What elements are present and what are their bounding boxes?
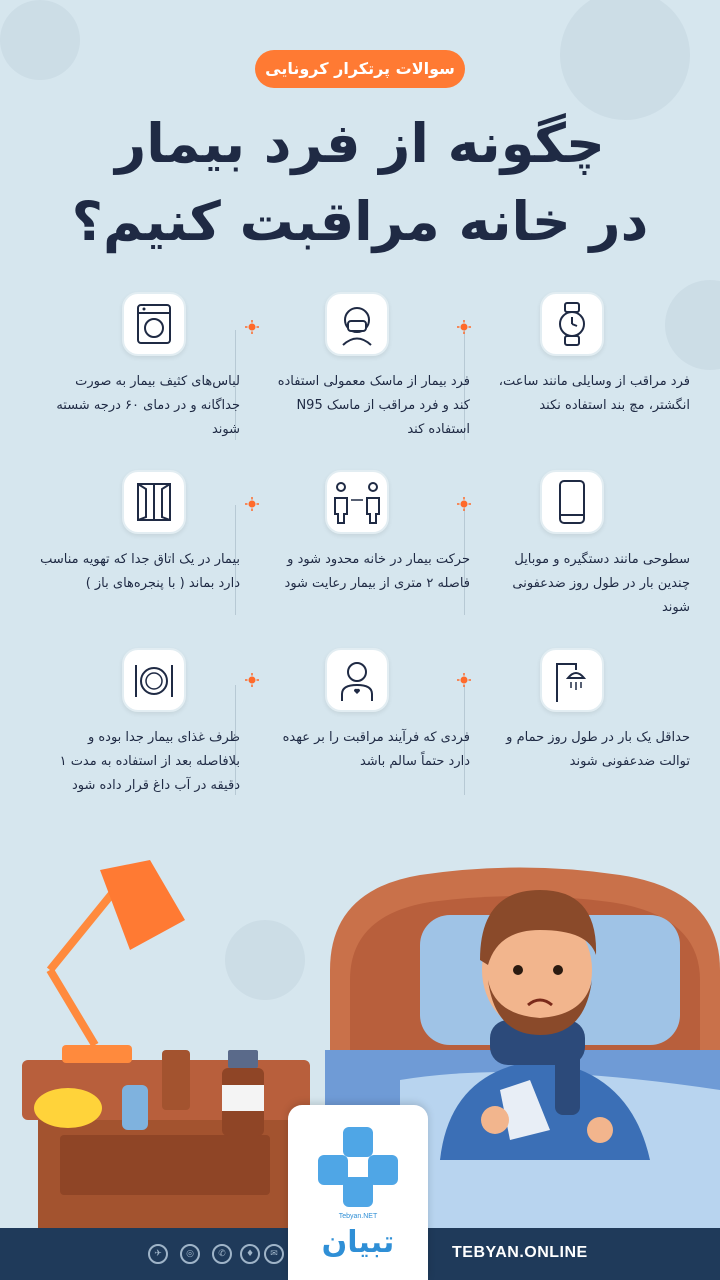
- messenger-icon[interactable]: ✉: [264, 1244, 284, 1264]
- page-title-line2: در خانه مراقبت کنیم؟: [71, 190, 649, 253]
- page-title-line1: چگونه از فرد بیمار: [115, 112, 605, 175]
- dishes-icon: [122, 648, 186, 712]
- sun-icon: [457, 320, 471, 334]
- tip-text: لباس‌های کثیف بیمار به صورت جداگانه و در دمای ۶۰ درجه شسته شوند: [56, 374, 240, 437]
- shower-icon: [540, 648, 604, 712]
- logo-text: تبیان: [321, 1225, 395, 1260]
- healthy-person-icon: [325, 648, 389, 712]
- tip-text: فردی که فرآیند مراقبت را بر عهده دارد حتماً سالم باشد: [282, 730, 470, 769]
- virus-decoration: [560, 0, 690, 120]
- logo-card: [288, 1105, 428, 1280]
- instagram-icon[interactable]: ◎: [180, 1244, 200, 1264]
- sun-icon: [457, 497, 471, 511]
- virus-decoration: [665, 280, 720, 370]
- window-icon: [122, 470, 186, 534]
- logo-subtitle: Tebyan.NET: [338, 1213, 378, 1220]
- washing-machine-icon: [122, 292, 186, 356]
- twitter-icon[interactable]: ♦: [240, 1244, 260, 1264]
- faq-badge: سوالات پرتکرار کرونایی: [255, 50, 465, 88]
- watch-icon: [540, 292, 604, 356]
- sun-icon: [245, 320, 259, 334]
- tip-text: فرد بیمار از ماسک معمولی استفاده کند و فرد مراقب از ماسک N95 استفاده کند: [277, 374, 470, 437]
- site-link[interactable]: TEBYAN.ONLINE: [452, 1244, 588, 1261]
- tip-text: حداقل یک بار در طول روز حمام و توالت ضدعفونی شوند: [506, 730, 690, 769]
- virus-decoration: [0, 0, 80, 80]
- telegram-icon[interactable]: ✈: [148, 1244, 168, 1264]
- tip-text: فرد مراقب از وسایلی مانند ساعت، انگشتر، مچ بند استفاده نکند: [498, 374, 690, 413]
- sun-icon: [245, 673, 259, 687]
- tip-text: سطوحی مانند دستگیره و موبایل چندین بار در طول روز ضدعفونی شوند: [512, 552, 690, 615]
- tip-text: ظرف غذای بیمار جدا بوده و بلافاصله بعد از استفاده به مدت ۱ دقیقه در آب داغ قرار داده شود: [59, 730, 240, 793]
- tip-text: بیمار در یک اتاق جدا که تهویه مناسب دارد بماند ( با پنجره‌های باز ): [40, 552, 240, 591]
- sun-icon: [245, 497, 259, 511]
- smartphone-icon: [540, 470, 604, 534]
- sun-icon: [457, 673, 471, 687]
- social-distance-icon: [325, 470, 389, 534]
- tip-text: حرکت بیمار در خانه محدود شود و فاصله ۲ متری از بیمار رعایت شود: [284, 552, 470, 591]
- tebyan-logo-icon: [313, 1125, 403, 1210]
- whatsapp-icon[interactable]: ✆: [212, 1244, 232, 1264]
- mask-face-icon: [325, 292, 389, 356]
